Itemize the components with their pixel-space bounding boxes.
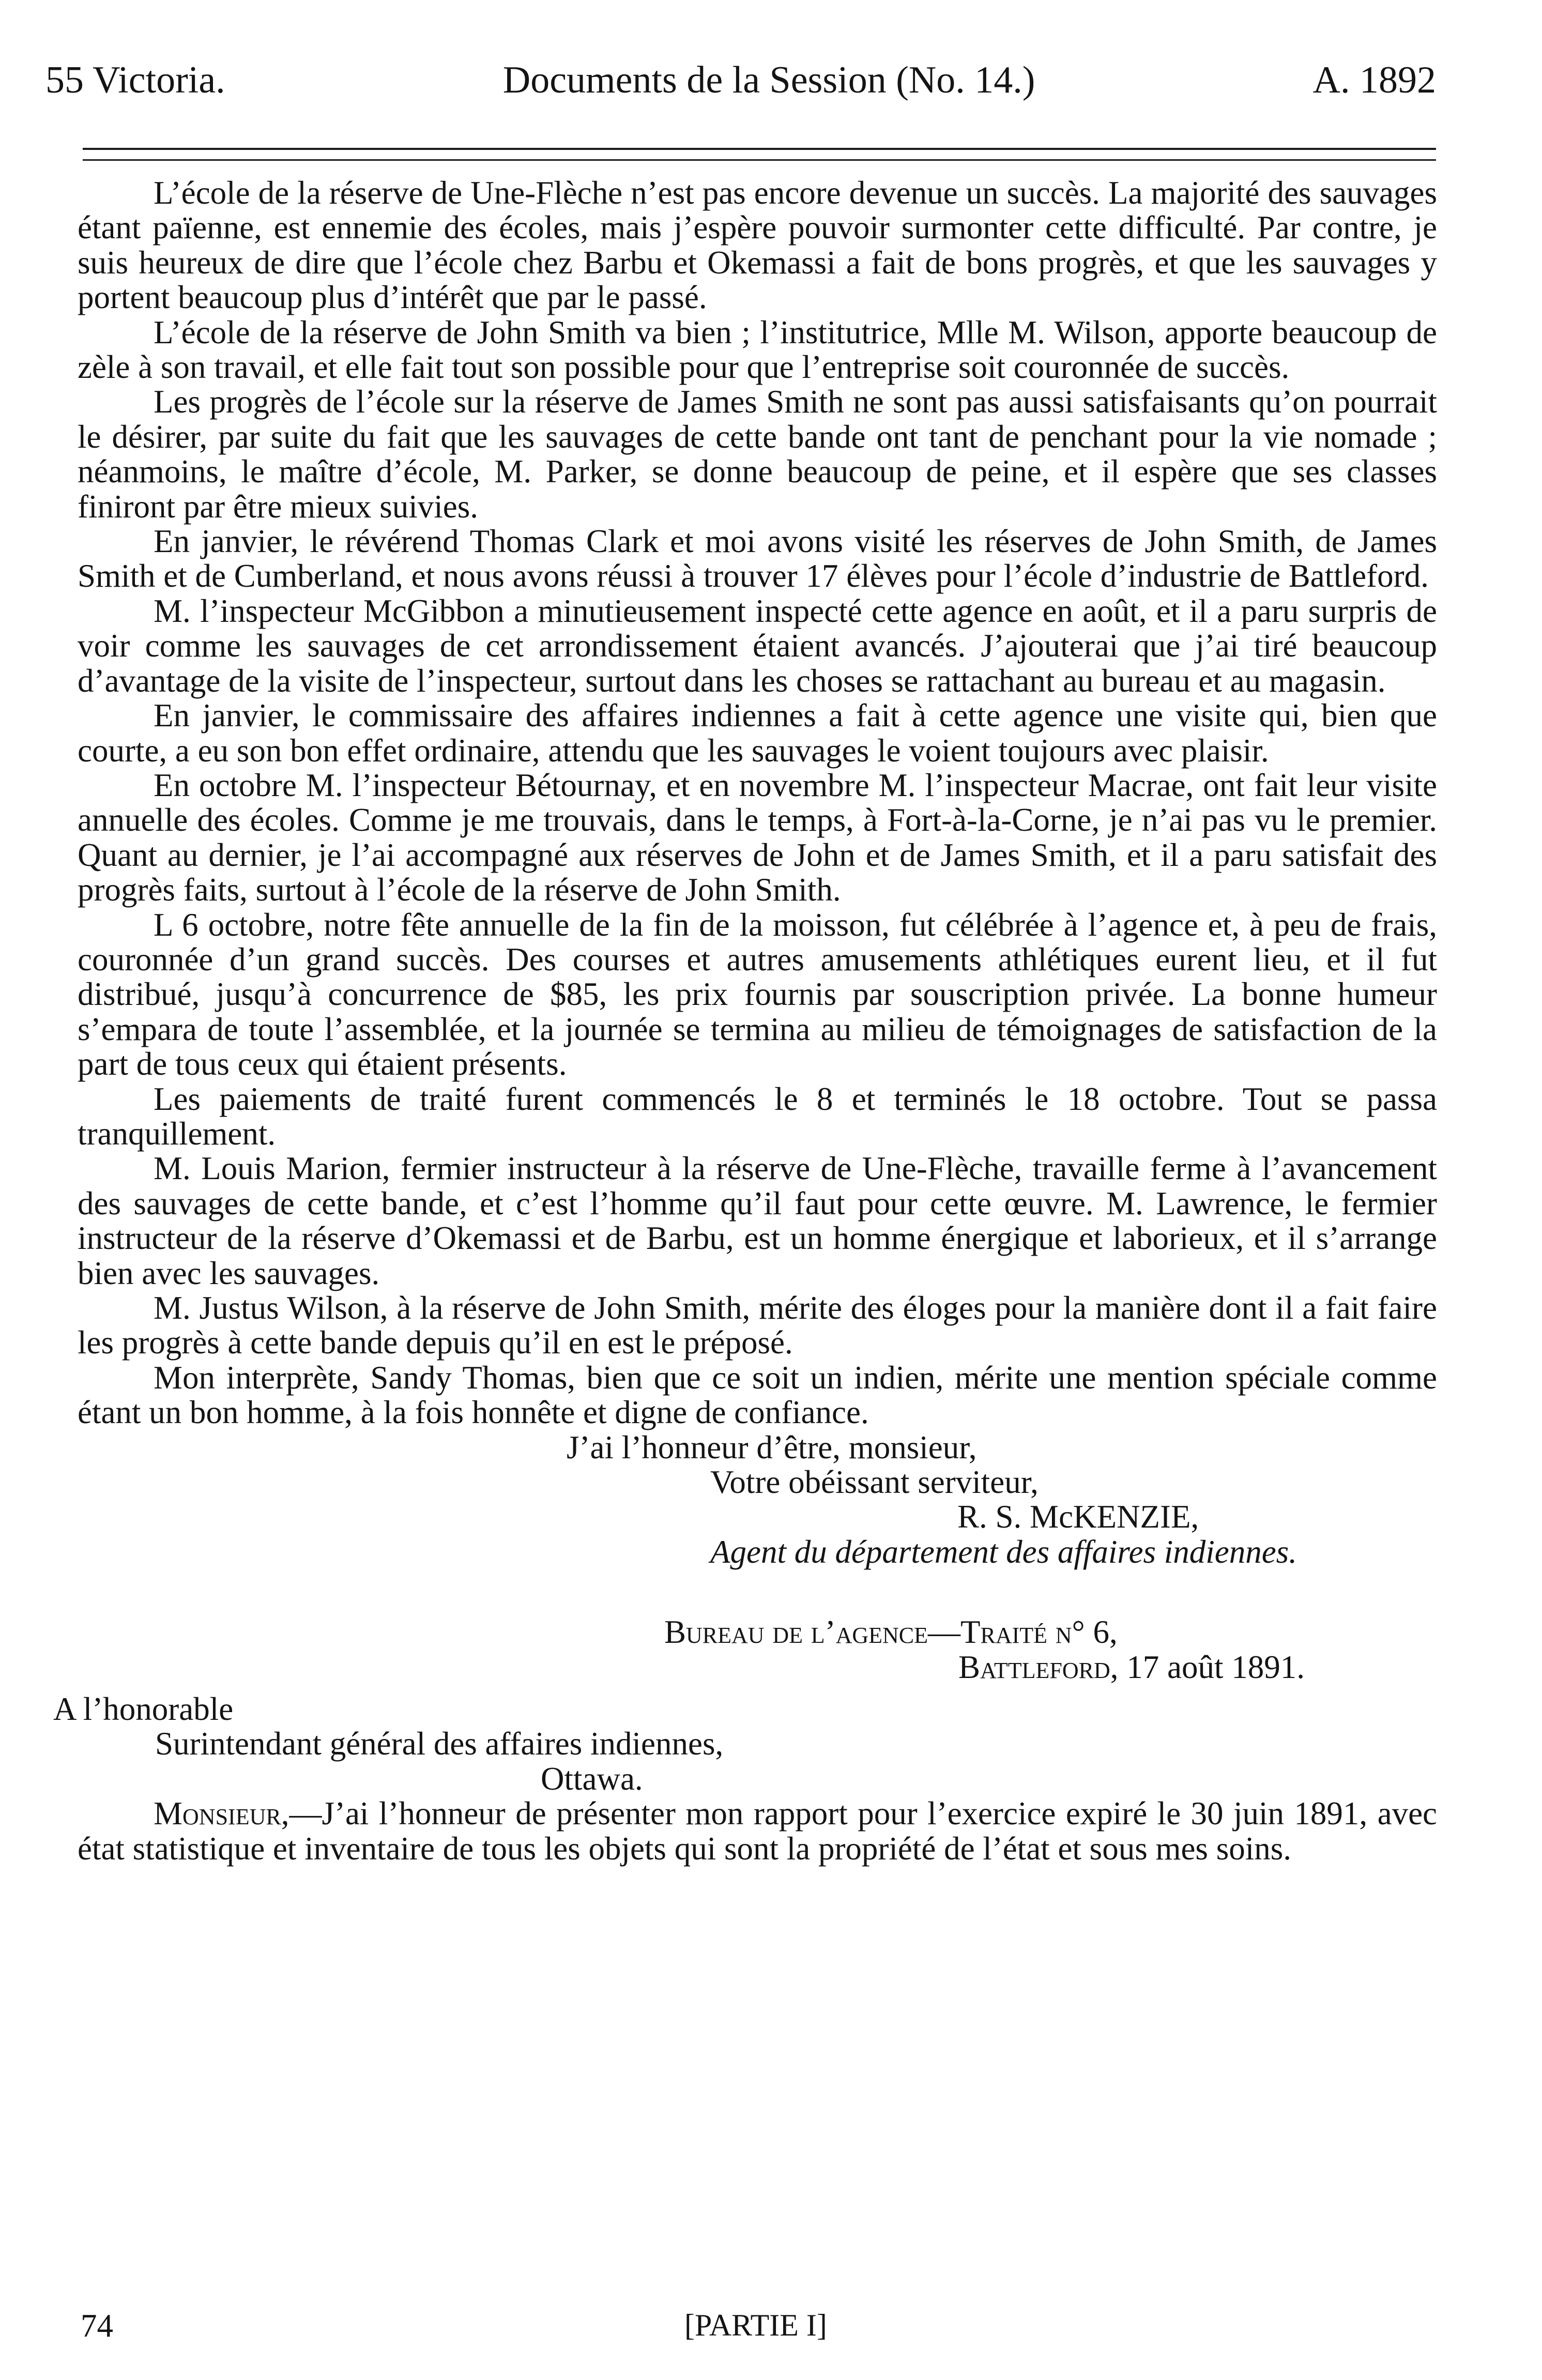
closing-line-honour: J’ai l’honneur d’être, monsieur, bbox=[567, 1429, 977, 1466]
address-line-honorable: A l’honorable bbox=[53, 1691, 234, 1728]
header-title: Documents de la Session (No. 14.) bbox=[502, 59, 1035, 101]
paragraph-john-smith-school: L’école de la réserve de John Smith va bien ; l’institutrice, Mlle M. Wilson, apporte beaucoup de zèle à son travail, et elle fait tout son possible pour que l’entreprise soit couronnée de succès. bbox=[78, 314, 1437, 386]
paragraph-inspectors-schools: En octobre M. l’inspecteur Bétournay, et en novembre M. l’inspecteur Macrae, ont fait leur visite annuelle des écoles. Comme je me trouvais, dans le temps, à Fort-à-la-Corne, je n’ai pas vu le premier. Quant au dernier, je l’ai accompagné aux réserves de John et de James Smith, et il a paru satisfait des progrès faits, surtout à l’école de la réserve de John Smith. bbox=[78, 767, 1437, 908]
paragraph-treaty-payments: Les paiements de traité furent commencés le 8 et terminés le 18 octobre. Tout se passa tranquillement. bbox=[78, 1080, 1437, 1152]
signature-name: R. S. McKENZIE, bbox=[957, 1499, 1199, 1535]
running-header bbox=[45, 61, 1436, 99]
page-number: 74 bbox=[81, 2308, 113, 2344]
dateline-office: Bureau de l’agence—Traité n° 6, bbox=[664, 1614, 1118, 1651]
paragraph-interpreter: Mon interprète, Sandy Thomas, bien que ce soit un indien, mérite une mention spéciale comme étant un bon homme, à la fois honnête et digne de confiance. bbox=[78, 1359, 1437, 1431]
report-body bbox=[53, 175, 1437, 1867]
header-rule-top bbox=[83, 148, 1436, 150]
header-year: A. 1892 bbox=[1312, 59, 1436, 101]
paragraph-january-visit: En janvier, le révérend Thomas Clark et moi avons visité les réserves de John Smith, de James Smith et de Cumberland, et nous avons réussi à trouver 17 élèves pour l’école d’industrie de Battleford. bbox=[78, 523, 1437, 594]
dateline-date: 17 août 1891. bbox=[1126, 1649, 1305, 1685]
paragraph-opening bbox=[78, 1796, 1437, 1866]
paragraph-une-fleche-school: L’école de la réserve de Une-Flèche n’est pas encore devenue un succès. La majorité des sauvages étant païenne, est ennemie des écoles, mais j’espère pouvoir surmonter cette difficulté. Par contre, je suis heureux de dire que l’école chez Barbu et Okemassi a fait de bons progrès, et que les sauvages y portent beaucoup plus d’intérêt que par le passé. bbox=[78, 175, 1437, 316]
header-session: 55 Victoria. bbox=[45, 59, 225, 101]
dateline-place: Battleford, bbox=[958, 1649, 1119, 1685]
paragraph-commissioner-visit: En janvier, le commissaire des affaires indiennes a fait à cette agence une visite qui, bien que courte, a eu son bon effet ordinaire, attendu que les sauvages le voient toujours avec plaisir. bbox=[78, 697, 1437, 769]
opening-text: —J’ai l’honneur de présenter mon rapport pour l’exercice expiré le 30 juin 1891, avec état statistique et inventaire de tous les objets qui sont la propriété de l’état et sous mes soins. bbox=[78, 1795, 1437, 1867]
letter-closing bbox=[78, 1430, 1437, 1570]
letter-dateline bbox=[78, 1615, 1437, 1685]
header-rule-bottom bbox=[83, 159, 1436, 161]
dateline-place-date bbox=[78, 1650, 1437, 1685]
address-line-recipient: Surintendant général des affaires indiennes, bbox=[155, 1726, 724, 1762]
paragraph-harvest-festival: L 6 octobre, notre fête annuelle de la fin de la moisson, fut célébrée à l’agence et, à peu de frais, couronnée d’un grand succès. Des courses et autres amusements athlétiques eurent lieu, et il fut distribué, jusqu’à concurrence de $85, les prix fournis par souscription privée. La bonne humeur s’empara de toute l’assemblée, et la journée se termina au milieu de témoignages de satisfaction de la part de tous ceux qui étaient présents. bbox=[78, 906, 1437, 1082]
salutation: Monsieur, bbox=[154, 1795, 289, 1832]
part-label: [PARTIE I] bbox=[684, 2308, 827, 2342]
closing-line-servant: Votre obéissant serviteur, bbox=[710, 1464, 1039, 1501]
paragraph-inspector-mcgibbon: M. l’inspecteur McGibbon a minutieusement inspecté cette agence en août, et il a paru surpris de voir comme les sauvages de cet arrondissement étaient avancés. J’ajouterai que j’ai tiré beaucoup d’avantage de la visite de l’inspecteur, surtout dans les choses se rattachant au bureau et au magasin. bbox=[78, 592, 1437, 699]
address-line-city: Ottawa. bbox=[541, 1760, 643, 1797]
signature-title: Agent du département des affaires indiennes. bbox=[710, 1533, 1297, 1570]
paragraph-justus-wilson: M. Justus Wilson, à la réserve de John Smith, mérite des éloges pour la manière dont il a fait faire les progrès à cette bande depuis qu’il en est le préposé. bbox=[78, 1290, 1437, 1361]
paragraph-farm-instructors: M. Louis Marion, fermier instructeur à la réserve de Une-Flèche, travaille ferme à l’avancement des sauvages de cette bande, et c’est l’homme qu’il faut pour cette œuvre. M. Lawrence, le fermier instructeur de la réserve d’Okemassi et de Barbu, est un homme énergique et laborieux, et il s’arrange bien avec les sauvages. bbox=[78, 1150, 1437, 1291]
paragraph-james-smith-school: Les progrès de l’école sur la réserve de James Smith ne sont pas aussi satisfaisants qu’on pourrait le désirer, par suite du fait que les sauvages de cette bande ont tant de penchant pour la vie nomade ; néanmoins, le maître d’école, M. Parker, se donne beaucoup de peine, et il espère que ses classes finiront par être mieux suivies. bbox=[78, 384, 1437, 525]
letter-address bbox=[53, 1691, 1437, 1797]
